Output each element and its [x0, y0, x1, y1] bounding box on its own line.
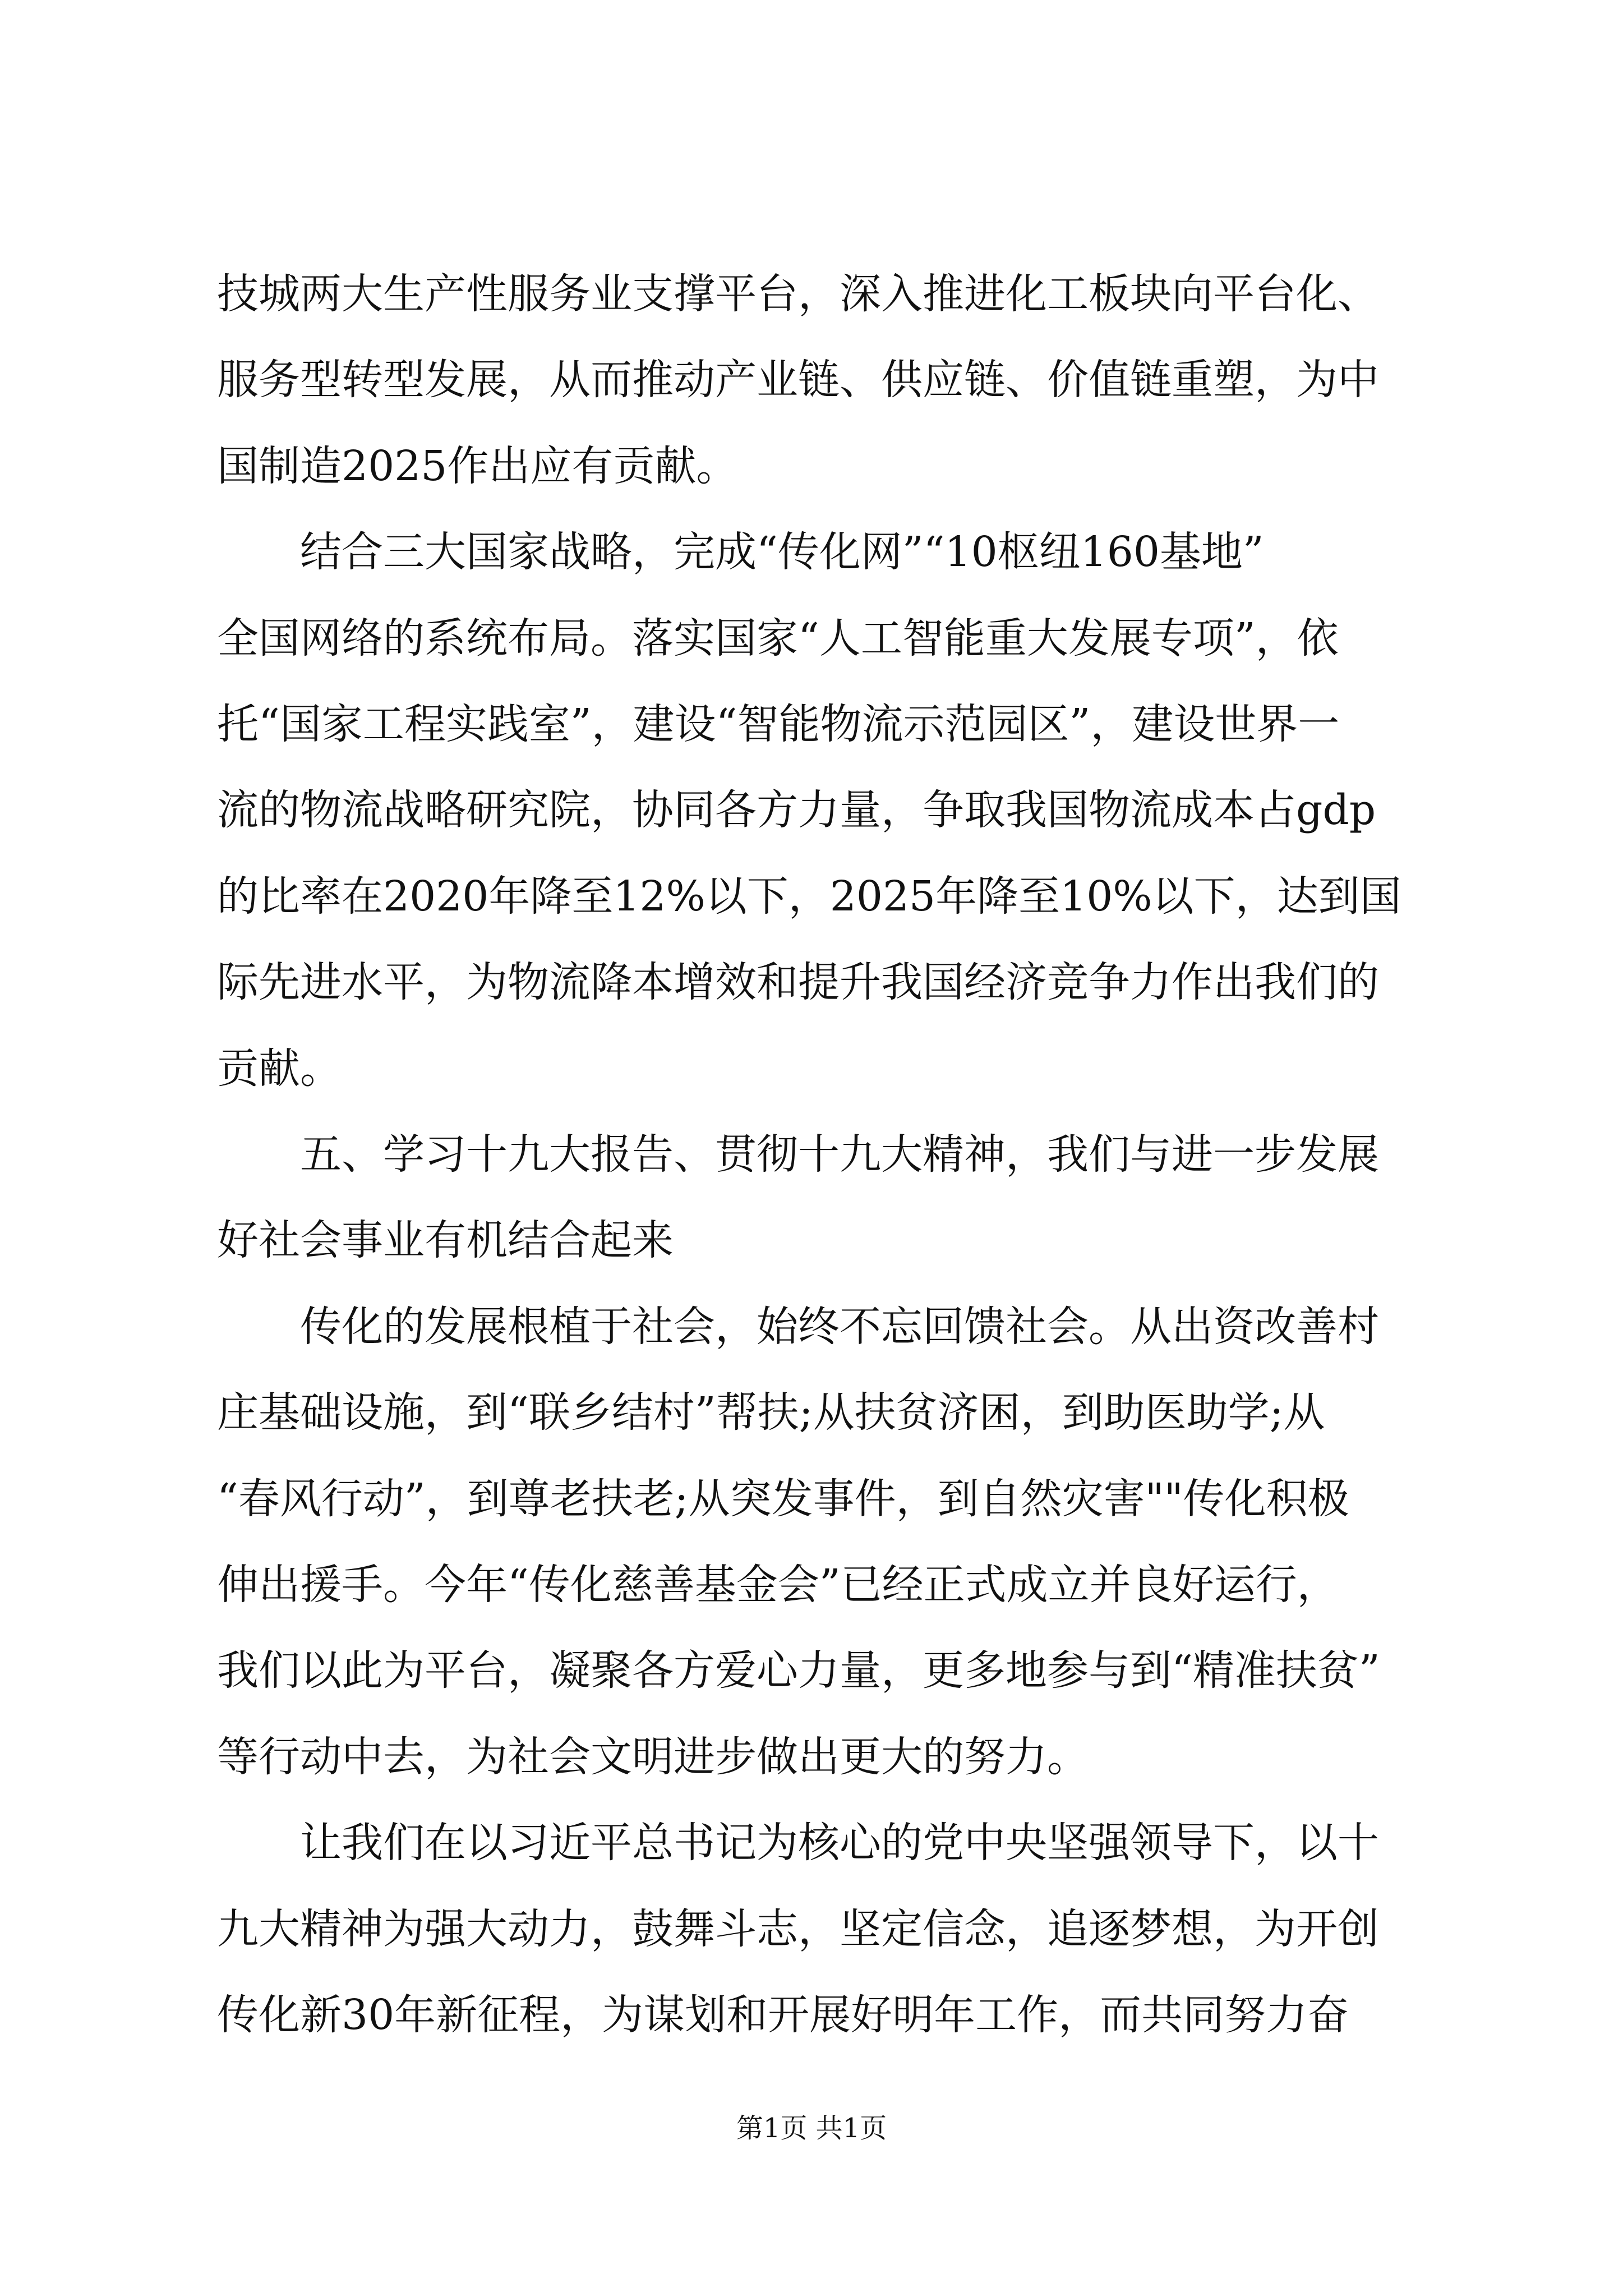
- text-line: 传化的发展根植于社会，始终不忘回馈社会。从出资改善村: [217, 1303, 1379, 1351]
- text-line: 九大精神为强大动力，鼓舞斗志，坚定信念，追逐梦想，为开创: [217, 1905, 1379, 1953]
- text-line: 全国网络的系统布局。落实国家“人工智能重大发展专项”，依: [217, 614, 1339, 662]
- text-line: 流的物流战略研究院，协同各方力量，争取我国物流成本占gdp: [217, 786, 1376, 834]
- text-line: 贡献。: [217, 1045, 342, 1093]
- text-line: 国制造2025作出应有贡献。: [217, 442, 738, 490]
- text-line: 结合三大国家战略，完成“传化网”“10枢纽160基地”: [217, 528, 1264, 576]
- section-heading-line: 好社会事业有机结合起来: [217, 1216, 674, 1264]
- text-line: “春风行动”，到尊老扶老;从突发事件，到自然灾害""传化积极: [217, 1475, 1349, 1523]
- text-line: 服务型转型发展，从而推动产业链、供应链、价值链重塑，为中: [217, 356, 1379, 404]
- text-line: 的比率在2020年降至12%以下，2025年降至10%以下，达到国: [217, 872, 1401, 921]
- text-line: 传化新30年新征程，为谋划和开展好明年工作，而共同努力奋: [217, 1991, 1349, 2039]
- text-line: 我们以此为平台，凝聚各方爱心力量，更多地参与到“精准扶贫”: [217, 1646, 1380, 1695]
- text-line: 庄基础设施，到“联乡结村”帮扶;从扶贫济困，到助医助学;从: [217, 1388, 1325, 1437]
- text-line: 等行动中去，为社会文明进步做出更大的努力。: [217, 1733, 1089, 1781]
- text-line: 际先进水平，为物流降本增效和提升我国经济竞争力作出我们的: [217, 958, 1379, 1006]
- text-line: 托“国家工程实践室”，建设“智能物流示范园区”，建设世界一: [217, 700, 1340, 748]
- section-heading-line: 五、学习十九大报告、贯彻十九大精神，我们与进一步发展: [217, 1130, 1379, 1179]
- text-line: 让我们在以习近平总书记为核心的党中央坚强领导下，以十: [217, 1819, 1379, 1867]
- text-line: 技城两大生产性服务业支撑平台，深入推进化工板块向平台化、: [217, 270, 1379, 318]
- text-line: 伸出援手。今年“传化慈善基金会”已经正式成立并良好运行，: [217, 1561, 1339, 1609]
- page-number-footer: 第1页 共1页: [736, 2113, 887, 2144]
